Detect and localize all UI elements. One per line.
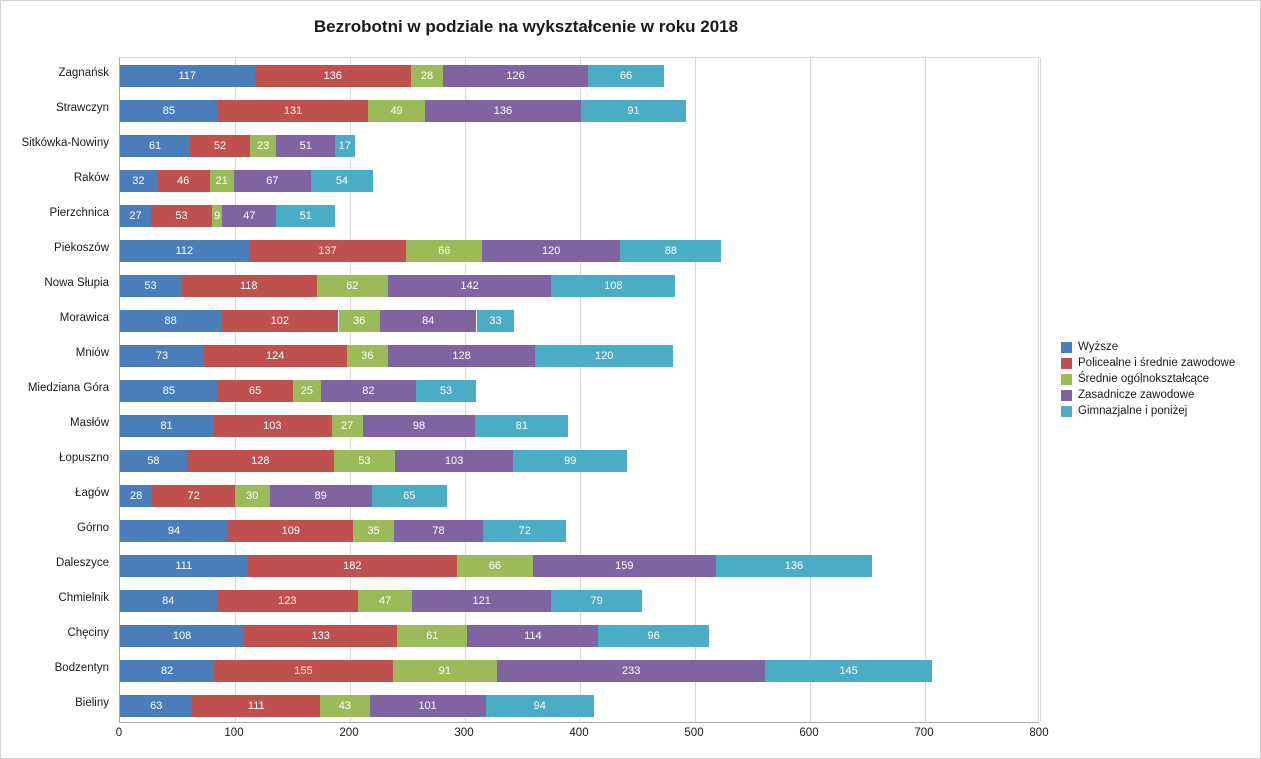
bar-segment[interactable] bbox=[393, 660, 498, 682]
bar-segment[interactable] bbox=[293, 380, 322, 402]
category-label: Strawczyn bbox=[55, 101, 109, 114]
stacked-bar[interactable] bbox=[120, 660, 1040, 682]
legend-label: Gimnazjalne i poniżej bbox=[1078, 405, 1188, 417]
bar-segment[interactable] bbox=[120, 415, 213, 437]
bar-value-label: 36 bbox=[353, 314, 366, 327]
chart-title: Bezrobotni w podziale na wykształcenie w roku 2018 bbox=[313, 17, 739, 36]
bar-segment[interactable] bbox=[204, 345, 347, 367]
bar-segment[interactable] bbox=[120, 240, 249, 262]
bar-segment[interactable] bbox=[221, 310, 338, 332]
bar-value-label: 32 bbox=[132, 174, 145, 187]
stacked-bar[interactable] bbox=[120, 240, 1040, 262]
stacked-bar[interactable] bbox=[120, 100, 1040, 122]
bar-value-label: 123 bbox=[278, 595, 297, 608]
bar-value-label: 85 bbox=[162, 385, 175, 397]
bar-value-label: 9 bbox=[214, 209, 221, 222]
bar-value-label: 103 bbox=[444, 455, 464, 468]
bar-value-label: 89 bbox=[314, 490, 327, 503]
bar-value-label: 159 bbox=[615, 560, 634, 573]
bar-segment[interactable] bbox=[276, 205, 335, 227]
bar-segment[interactable] bbox=[533, 555, 716, 577]
category-label: Bodzentyn bbox=[54, 662, 109, 675]
bar-segment[interactable] bbox=[551, 590, 642, 612]
bar-segment[interactable] bbox=[368, 100, 424, 122]
bar-value-label: 82 bbox=[161, 665, 174, 678]
bar-value-label: 85 bbox=[162, 104, 175, 117]
bar-value-label: 81 bbox=[515, 420, 529, 433]
bar-segment[interactable] bbox=[397, 625, 467, 647]
x-axis-tick-label: 200 bbox=[339, 727, 359, 739]
bar-value-label: 27 bbox=[129, 209, 142, 222]
bar-value-label: 136 bbox=[784, 560, 804, 573]
stacked-bar[interactable] bbox=[120, 205, 1040, 227]
bar-segment[interactable] bbox=[218, 380, 293, 402]
bar-segment[interactable] bbox=[120, 65, 255, 87]
bar-segment[interactable] bbox=[483, 520, 566, 542]
bar-segment[interactable] bbox=[120, 310, 221, 332]
bar-segment[interactable] bbox=[151, 205, 212, 227]
bar-value-label: 79 bbox=[590, 595, 603, 608]
bar-segment[interactable] bbox=[358, 590, 412, 612]
bar-segment[interactable] bbox=[475, 415, 568, 437]
bar-segment[interactable] bbox=[335, 135, 355, 157]
stacked-bar[interactable] bbox=[120, 555, 1040, 577]
bar-value-label: 102 bbox=[270, 314, 290, 327]
bar-segment[interactable] bbox=[152, 485, 235, 507]
bar-value-label: 82 bbox=[362, 385, 375, 397]
bar-segment[interactable] bbox=[363, 415, 476, 437]
bar-segment[interactable] bbox=[716, 555, 872, 577]
bar-segment[interactable] bbox=[120, 275, 181, 297]
bar-segment[interactable] bbox=[120, 660, 214, 682]
bar-value-label: 49 bbox=[390, 104, 403, 117]
bar-value-label: 65 bbox=[249, 385, 262, 397]
bar-segment[interactable] bbox=[270, 485, 372, 507]
bar-value-label: 61 bbox=[148, 139, 162, 152]
legend-item[interactable] bbox=[1061, 341, 1256, 353]
stacked-bar[interactable] bbox=[120, 275, 1040, 297]
legend-item[interactable] bbox=[1061, 389, 1256, 401]
x-axis-tick-label: 0 bbox=[115, 727, 123, 739]
bar-value-label: 101 bbox=[418, 700, 437, 713]
bar-value-label: 73 bbox=[155, 349, 169, 362]
bar-segment[interactable] bbox=[210, 170, 234, 192]
legend-swatch bbox=[1061, 390, 1072, 401]
bar-value-label: 128 bbox=[452, 349, 471, 362]
category-label: Łopuszno bbox=[59, 452, 109, 465]
bar-value-label: 17 bbox=[338, 139, 351, 152]
bar-value-label: 94 bbox=[533, 700, 546, 713]
bar-segment[interactable] bbox=[486, 695, 594, 717]
legend-label: Średnie ogólnokształcące bbox=[1078, 373, 1210, 385]
bar-value-label: 28 bbox=[420, 69, 434, 82]
bar-segment[interactable] bbox=[192, 695, 320, 717]
bar-value-label: 43 bbox=[338, 700, 351, 713]
bar-value-label: 81 bbox=[160, 420, 173, 433]
bar-value-label: 53 bbox=[175, 209, 188, 222]
bar-segment[interactable] bbox=[120, 345, 204, 367]
bar-segment[interactable] bbox=[228, 520, 353, 542]
bar-value-label: 51 bbox=[299, 209, 312, 222]
bar-value-label: 51 bbox=[299, 139, 312, 152]
bar-value-label: 67 bbox=[266, 174, 279, 187]
bar-value-label: 46 bbox=[177, 174, 190, 187]
bar-value-label: 25 bbox=[300, 385, 313, 397]
bar-value-label: 91 bbox=[438, 665, 451, 678]
bar-segment[interactable] bbox=[380, 310, 477, 332]
bar-value-label: 72 bbox=[518, 525, 531, 538]
bar-value-label: 61 bbox=[426, 630, 439, 643]
stacked-bar[interactable] bbox=[120, 520, 1040, 542]
bar-segment[interactable] bbox=[353, 520, 393, 542]
gridline bbox=[1040, 58, 1041, 722]
bar-value-label: 54 bbox=[335, 174, 349, 187]
legend-label: Wyższe bbox=[1078, 341, 1119, 353]
x-axis-tick-label: 400 bbox=[569, 727, 589, 739]
bar-segment[interactable] bbox=[157, 170, 210, 192]
category-label: Chęciny bbox=[67, 627, 109, 640]
bar-segment[interactable] bbox=[425, 100, 581, 122]
bar-segment[interactable] bbox=[120, 695, 192, 717]
bar-segment[interactable] bbox=[513, 450, 627, 472]
value-axis-labels bbox=[115, 725, 1049, 747]
bar-series-group bbox=[120, 58, 1038, 722]
bar-value-label: 66 bbox=[619, 69, 633, 82]
legend-item[interactable] bbox=[1061, 405, 1256, 417]
bar-segment[interactable] bbox=[388, 345, 535, 367]
bar-segment[interactable] bbox=[217, 590, 358, 612]
stacked-bar[interactable] bbox=[120, 135, 1040, 157]
bar-segment[interactable] bbox=[394, 520, 484, 542]
category-label: Mniów bbox=[75, 346, 109, 359]
bar-segment[interactable] bbox=[443, 65, 588, 87]
category-label: Zagnańsk bbox=[58, 66, 109, 79]
legend-swatch bbox=[1061, 406, 1072, 417]
bar-segment[interactable] bbox=[249, 240, 407, 262]
bar-value-label: 66 bbox=[438, 244, 451, 257]
bar-value-label: 233 bbox=[621, 665, 641, 678]
bar-segment[interactable] bbox=[497, 660, 765, 682]
bar-value-label: 58 bbox=[147, 455, 160, 468]
bar-value-label: 114 bbox=[524, 630, 542, 643]
bar-segment[interactable] bbox=[477, 310, 515, 332]
bar-value-label: 111 bbox=[175, 560, 193, 573]
legend-swatch bbox=[1061, 358, 1072, 369]
x-axis-tick-label: 600 bbox=[799, 727, 819, 739]
legend-item[interactable] bbox=[1061, 373, 1256, 385]
bar-value-label: 121 bbox=[472, 595, 491, 608]
bar-value-label: 112 bbox=[175, 244, 194, 257]
bar-value-label: 124 bbox=[266, 349, 285, 362]
bar-value-label: 108 bbox=[604, 279, 623, 292]
legend-label: Policealne i średnie zawodowe bbox=[1078, 357, 1236, 369]
bar-value-label: 103 bbox=[263, 420, 282, 433]
x-axis-tick-label: 700 bbox=[914, 727, 934, 739]
stacked-bar[interactable] bbox=[120, 625, 1040, 647]
bar-segment[interactable] bbox=[581, 100, 686, 122]
category-axis-labels bbox=[1, 57, 115, 723]
legend-swatch bbox=[1061, 374, 1072, 385]
bar-value-label: 99 bbox=[564, 455, 577, 468]
bar-segment[interactable] bbox=[120, 625, 244, 647]
stacked-bar[interactable] bbox=[120, 65, 1040, 87]
bar-segment[interactable] bbox=[311, 170, 373, 192]
category-label: Morawica bbox=[59, 311, 109, 324]
bar-segment[interactable] bbox=[120, 450, 187, 472]
bar-value-label: 182 bbox=[343, 560, 362, 573]
bar-value-label: 133 bbox=[311, 630, 330, 643]
bar-value-label: 98 bbox=[412, 420, 426, 433]
legend-swatch bbox=[1061, 342, 1072, 353]
stacked-bar[interactable] bbox=[120, 450, 1040, 472]
category-label: Masłów bbox=[70, 417, 109, 430]
bar-value-label: 66 bbox=[488, 560, 501, 573]
bar-segment[interactable] bbox=[120, 380, 218, 402]
bar-segment[interactable] bbox=[120, 205, 151, 227]
bar-value-label: 27 bbox=[340, 420, 354, 433]
bar-value-label: 53 bbox=[439, 385, 453, 397]
category-label: Nowa Słupia bbox=[44, 276, 109, 289]
bar-segment[interactable] bbox=[218, 100, 369, 122]
bar-value-label: 94 bbox=[167, 525, 181, 538]
category-label: Chmielnik bbox=[58, 592, 109, 605]
bar-value-label: 47 bbox=[243, 209, 256, 222]
stacked-bar[interactable] bbox=[120, 695, 1040, 717]
stacked-bar[interactable] bbox=[120, 345, 1040, 367]
bar-value-label: 126 bbox=[506, 69, 525, 82]
bar-segment[interactable] bbox=[551, 275, 675, 297]
bar-segment[interactable] bbox=[416, 380, 477, 402]
bar-value-label: 21 bbox=[215, 174, 228, 187]
bar-value-label: 108 bbox=[172, 630, 192, 643]
bar-segment[interactable] bbox=[467, 625, 598, 647]
bar-segment[interactable] bbox=[339, 310, 380, 332]
bar-segment[interactable] bbox=[535, 345, 673, 367]
bar-segment[interactable] bbox=[187, 450, 334, 472]
bar-value-label: 120 bbox=[542, 244, 561, 257]
bar-value-label: 120 bbox=[594, 349, 614, 362]
bar-value-label: 23 bbox=[257, 139, 270, 152]
bar-value-label: 63 bbox=[150, 700, 163, 713]
bar-segment[interactable] bbox=[395, 450, 513, 472]
bar-segment[interactable] bbox=[321, 380, 415, 402]
bar-segment[interactable] bbox=[120, 485, 152, 507]
bar-value-label: 136 bbox=[323, 69, 342, 82]
bar-segment[interactable] bbox=[332, 415, 363, 437]
category-label: Daleszyce bbox=[55, 557, 109, 570]
bar-value-label: 53 bbox=[144, 279, 157, 292]
bar-segment[interactable] bbox=[347, 345, 388, 367]
bar-segment[interactable] bbox=[276, 135, 335, 157]
bar-value-label: 53 bbox=[358, 455, 371, 468]
bar-segment[interactable] bbox=[248, 555, 457, 577]
bar-value-label: 36 bbox=[361, 349, 374, 362]
bar-segment[interactable] bbox=[222, 205, 276, 227]
bar-segment[interactable] bbox=[120, 555, 248, 577]
legend bbox=[1061, 341, 1256, 421]
bar-value-label: 35 bbox=[367, 525, 380, 538]
bar-value-label: 88 bbox=[164, 314, 177, 327]
category-label: Miedziana Góra bbox=[27, 382, 109, 394]
bar-value-label: 84 bbox=[162, 595, 175, 608]
bar-segment[interactable] bbox=[234, 170, 311, 192]
bar-value-label: 136 bbox=[493, 104, 513, 117]
bar-segment[interactable] bbox=[213, 415, 331, 437]
legend-label: Zasadnicze zawodowe bbox=[1078, 389, 1195, 401]
bar-segment[interactable] bbox=[235, 485, 270, 507]
bar-value-label: 109 bbox=[281, 525, 300, 538]
plot-area bbox=[119, 57, 1039, 723]
x-axis-tick-label: 800 bbox=[1029, 727, 1049, 739]
bar-segment[interactable] bbox=[320, 695, 369, 717]
bar-segment[interactable] bbox=[255, 65, 411, 87]
bar-value-label: 28 bbox=[129, 490, 143, 503]
bar-value-label: 47 bbox=[378, 595, 392, 608]
bar-value-label: 62 bbox=[346, 279, 359, 292]
x-axis-tick-label: 100 bbox=[224, 727, 244, 739]
x-axis-tick-label: 500 bbox=[684, 727, 704, 739]
legend-item[interactable] bbox=[1061, 357, 1256, 369]
bar-value-label: 52 bbox=[213, 139, 227, 152]
bar-value-label: 84 bbox=[422, 314, 435, 327]
stacked-bar[interactable] bbox=[120, 590, 1040, 612]
stacked-bar[interactable] bbox=[120, 170, 1040, 192]
bar-segment[interactable] bbox=[412, 590, 551, 612]
x-axis-tick-label: 300 bbox=[454, 727, 474, 739]
bar-value-label: 128 bbox=[251, 455, 270, 468]
bar-value-label: 72 bbox=[187, 490, 200, 503]
bar-segment[interactable] bbox=[120, 135, 190, 157]
bar-value-label: 30 bbox=[246, 490, 259, 503]
bar-segment[interactable] bbox=[370, 695, 486, 717]
category-label: Piekoszów bbox=[54, 241, 109, 254]
bar-segment[interactable] bbox=[120, 590, 217, 612]
bar-segment[interactable] bbox=[411, 65, 443, 87]
bar-value-label: 65 bbox=[403, 490, 416, 503]
bar-value-label: 88 bbox=[664, 244, 677, 257]
bar-segment[interactable] bbox=[372, 485, 447, 507]
bar-segment[interactable] bbox=[765, 660, 932, 682]
bar-segment[interactable] bbox=[120, 520, 228, 542]
bar-value-label: 117 bbox=[178, 69, 197, 82]
bar-segment[interactable] bbox=[250, 135, 276, 157]
stacked-bar[interactable] bbox=[120, 380, 1040, 402]
bar-segment[interactable] bbox=[457, 555, 533, 577]
bar-value-label: 91 bbox=[627, 104, 640, 117]
bar-segment[interactable] bbox=[190, 135, 250, 157]
bar-value-label: 137 bbox=[318, 244, 337, 257]
category-label: Łagów bbox=[75, 487, 109, 500]
stacked-bar[interactable] bbox=[120, 310, 1040, 332]
bar-segment[interactable] bbox=[120, 100, 218, 122]
category-label: Górno bbox=[77, 522, 109, 535]
bar-segment[interactable] bbox=[388, 275, 551, 297]
bar-value-label: 78 bbox=[432, 525, 445, 538]
bar-segment[interactable] bbox=[598, 625, 708, 647]
bar-value-label: 142 bbox=[460, 279, 479, 292]
bar-segment[interactable] bbox=[214, 660, 392, 682]
bar-segment[interactable] bbox=[212, 205, 222, 227]
bar-segment[interactable] bbox=[482, 240, 620, 262]
bar-value-label: 118 bbox=[240, 279, 258, 292]
bar-segment[interactable] bbox=[181, 275, 317, 297]
bar-segment[interactable] bbox=[334, 450, 395, 472]
bar-value-label: 33 bbox=[489, 314, 502, 327]
bar-value-label: 111 bbox=[247, 700, 265, 713]
stacked-bar[interactable] bbox=[120, 415, 1040, 437]
bar-value-label: 155 bbox=[294, 665, 313, 678]
bar-value-label: 96 bbox=[647, 630, 660, 643]
bar-value-label: 145 bbox=[839, 665, 858, 678]
bar-segment[interactable] bbox=[620, 240, 721, 262]
bar-segment[interactable] bbox=[317, 275, 388, 297]
bar-segment[interactable] bbox=[120, 170, 157, 192]
bar-segment[interactable] bbox=[244, 625, 397, 647]
bar-value-label: 131 bbox=[283, 104, 303, 117]
category-label: Sitkówka-Nowiny bbox=[21, 136, 109, 149]
bar-segment[interactable] bbox=[588, 65, 664, 87]
stacked-bar[interactable] bbox=[120, 485, 1040, 507]
category-label: Bieliny bbox=[75, 697, 109, 710]
category-label: Raków bbox=[73, 171, 109, 184]
category-label: Pierzchnica bbox=[49, 206, 109, 219]
bar-segment[interactable] bbox=[406, 240, 482, 262]
